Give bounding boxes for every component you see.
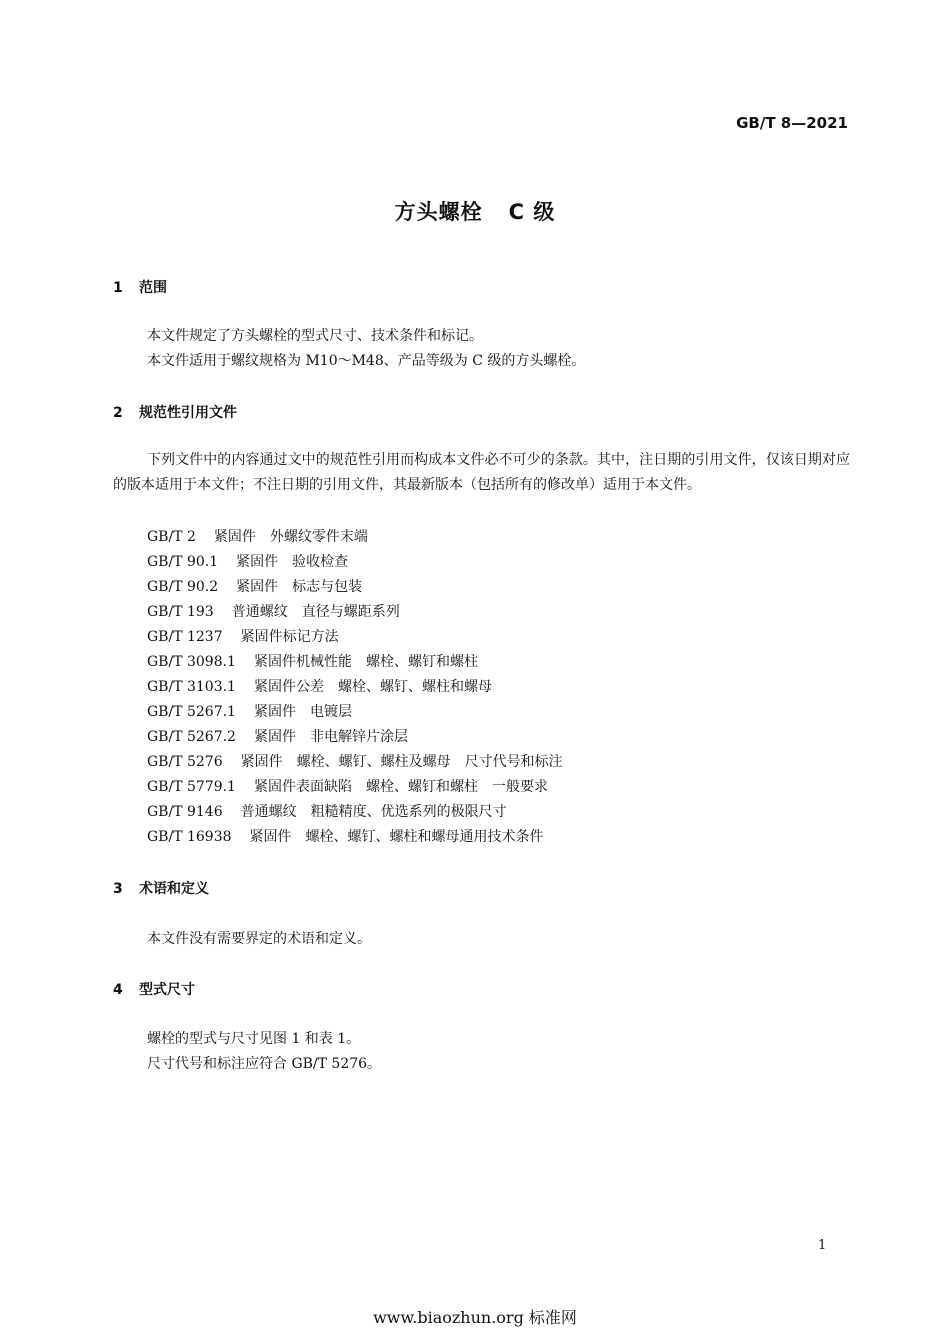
reference-code: GB/T 193 bbox=[147, 604, 214, 620]
reference-title: 紧固件表面缺陷 螺栓、螺钉和螺柱 一般要求 bbox=[253, 779, 548, 795]
reference-item bbox=[147, 526, 368, 546]
reference-title: 紧固件 外螺纹零件末端 bbox=[213, 529, 368, 545]
reference-code: GB/T 5267.2 bbox=[147, 729, 236, 745]
reference-code: GB/T 90.2 bbox=[147, 579, 219, 595]
reference-item bbox=[147, 551, 348, 571]
reference-title: 紧固件标记方法 bbox=[240, 629, 339, 645]
reference-code: GB/T 1237 bbox=[147, 629, 223, 645]
reference-item bbox=[147, 576, 362, 596]
section-heading-1 bbox=[113, 277, 167, 297]
reference-title: 紧固件 标志与包装 bbox=[236, 579, 363, 595]
section-number: 3 bbox=[113, 881, 123, 897]
title-grade: C 级 bbox=[508, 200, 556, 224]
document-title bbox=[0, 196, 950, 226]
footer-site-url: www.biaozhun.org bbox=[373, 1308, 524, 1327]
title-main: 方头螺栓 bbox=[394, 200, 483, 224]
reference-code: GB/T 3103.1 bbox=[147, 679, 236, 695]
footer-watermark bbox=[0, 1305, 950, 1328]
reference-item bbox=[147, 651, 478, 671]
reference-item bbox=[147, 826, 544, 846]
intro-paragraph: 下列文件中的内容通过文中的规范性引用而构成本文件必不可少的条款。其中，注日期的引用文件，仅该日期对应的版本适用于本文件；不注日期的引用文件，其最新版本（包括所有的修改单）适用于本文件。 bbox=[113, 452, 850, 493]
paragraph: 本文件没有需要界定的术语和定义。 bbox=[147, 931, 371, 947]
paragraph: 本文件适用于螺纹规格为 M10～M48、产品等级为 C 级的方头螺栓。 bbox=[147, 353, 586, 369]
reference-code: GB/T 2 bbox=[147, 529, 196, 545]
standard-number: GB/T 8—2021 bbox=[736, 114, 848, 132]
reference-item bbox=[147, 626, 339, 646]
section-heading-3 bbox=[113, 878, 209, 898]
reference-code: GB/T 90.1 bbox=[147, 554, 219, 570]
reference-item bbox=[147, 726, 408, 746]
reference-code: GB/T 9146 bbox=[147, 804, 223, 820]
reference-item bbox=[147, 701, 352, 721]
footer-site-name: 标准网 bbox=[528, 1308, 577, 1327]
section-number: 4 bbox=[113, 982, 123, 998]
reference-title: 紧固件 非电解锌片涂层 bbox=[253, 729, 408, 745]
section-number: 1 bbox=[113, 280, 123, 296]
reference-title: 紧固件 电镀层 bbox=[253, 704, 352, 720]
reference-title: 紧固件 螺栓、螺钉、螺柱和螺母通用技术条件 bbox=[249, 829, 544, 845]
reference-item bbox=[147, 776, 548, 796]
reference-code: GB/T 5276 bbox=[147, 754, 223, 770]
reference-item bbox=[147, 676, 492, 696]
reference-title: 紧固件公差 螺栓、螺钉、螺柱和螺母 bbox=[253, 679, 492, 695]
reference-code: GB/T 5267.1 bbox=[147, 704, 236, 720]
reference-item bbox=[147, 751, 563, 771]
paragraph: 尺寸代号和标注应符合 GB/T 5276。 bbox=[147, 1056, 382, 1072]
section-title: 术语和定义 bbox=[139, 881, 209, 897]
reference-title: 紧固件 螺栓、螺钉、螺柱及螺母 尺寸代号和标注 bbox=[240, 754, 563, 770]
section-heading-4 bbox=[113, 979, 195, 999]
reference-code: GB/T 5779.1 bbox=[147, 779, 236, 795]
section-title: 范围 bbox=[139, 280, 167, 296]
reference-item bbox=[147, 601, 400, 621]
reference-title: 普通螺纹 粗糙精度、优选系列的极限尺寸 bbox=[240, 804, 507, 820]
page-number: 1 bbox=[818, 1238, 827, 1253]
reference-code: GB/T 16938 bbox=[147, 829, 232, 845]
reference-item bbox=[147, 801, 507, 821]
paragraph: 本文件规定了方头螺栓的型式尺寸、技术条件和标记。 bbox=[147, 328, 483, 344]
section-heading-2 bbox=[113, 402, 237, 422]
reference-title: 紧固件机械性能 螺栓、螺钉和螺柱 bbox=[253, 654, 478, 670]
section-number: 2 bbox=[113, 405, 123, 421]
section-title: 型式尺寸 bbox=[139, 982, 195, 998]
reference-code: GB/T 3098.1 bbox=[147, 654, 236, 670]
section-title: 规范性引用文件 bbox=[139, 405, 237, 421]
reference-title: 普通螺纹 直径与螺距系列 bbox=[231, 604, 400, 620]
reference-title: 紧固件 验收检查 bbox=[236, 554, 349, 570]
paragraph: 螺栓的型式与尺寸见图 1 和表 1。 bbox=[147, 1031, 361, 1047]
